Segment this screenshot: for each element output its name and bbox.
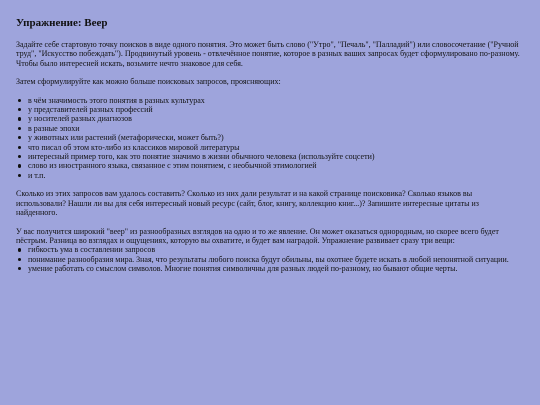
list-item: что писал об этом кто-либо из классиков мировой литературы <box>28 143 522 152</box>
list-item: у носителей разных диагнозов <box>28 114 522 123</box>
list-item: в чём значимость этого понятия в разных культурах <box>28 96 522 105</box>
questions-paragraph: Сколько из этих запросов вам удалось составить? Сколько из них дали результат и на какой странице поисковика? Сколько языков вы использовали? Нашли ли вы для себя интересный новый ресурс (сайт, блог, книгу, коллекцию книг...)? Запишите интересные цитаты из найденного. <box>16 189 479 218</box>
page-title: Упражнение: Веер <box>16 17 108 29</box>
list-item: понимание разнообразия мира. Зная, что результаты любого поиска будут обильны, вы охотнее будете искать в любой непонятной ситуации. <box>28 255 522 264</box>
list-item: умение работать со смыслом символов. Многие понятия символичны для разных людей по-разному, но бывают общие черты. <box>28 264 522 273</box>
skills-list <box>16 245 522 273</box>
result-paragraph: У вас получится широкий "веер" из разнообразных взглядов на одно и то же явление. Он может оказаться однородным, но скорее всего будет пёстрым. Разница во взглядах и ощущениях, которую вы охватите, и будет вам наградой. Упражнение развивает сразу три вещи: <box>16 226 499 245</box>
list-item: слово из иностранного языка, связанное с этим понятием, с необычной этимологией <box>28 161 522 170</box>
aspects-list <box>16 96 522 181</box>
list-item: в разные эпохи <box>28 124 522 133</box>
formulate-paragraph: Затем сформулируйте как можно больше поисковых запросов, проясняющих: <box>16 77 281 87</box>
intro-paragraph: Задайте себе стартовую точку поисков в виде одного понятия. Это может быть слово ("Утро", "Печаль", "Палладий") или словосочетание ("Ручной труд", "Искусство побеждать"). Продвинутый уровень - отвлечённое понятие, которое в разных ваших запросах будет сформулировано по-разному. Чтобы было интересней искать, возьмите нечто знаковое для себя. <box>16 40 520 68</box>
list-item: гибкость ума в составлении запросов <box>28 245 522 254</box>
list-item: и т.п. <box>28 171 522 180</box>
list-item: интересный пример того, как это понятие значимо в жизни обычного человека (используйте соцсети) <box>28 152 522 161</box>
list-item: у животных или растений (метафорически, может быть?) <box>28 133 522 142</box>
list-item: у представителей разных профессий <box>28 105 522 114</box>
